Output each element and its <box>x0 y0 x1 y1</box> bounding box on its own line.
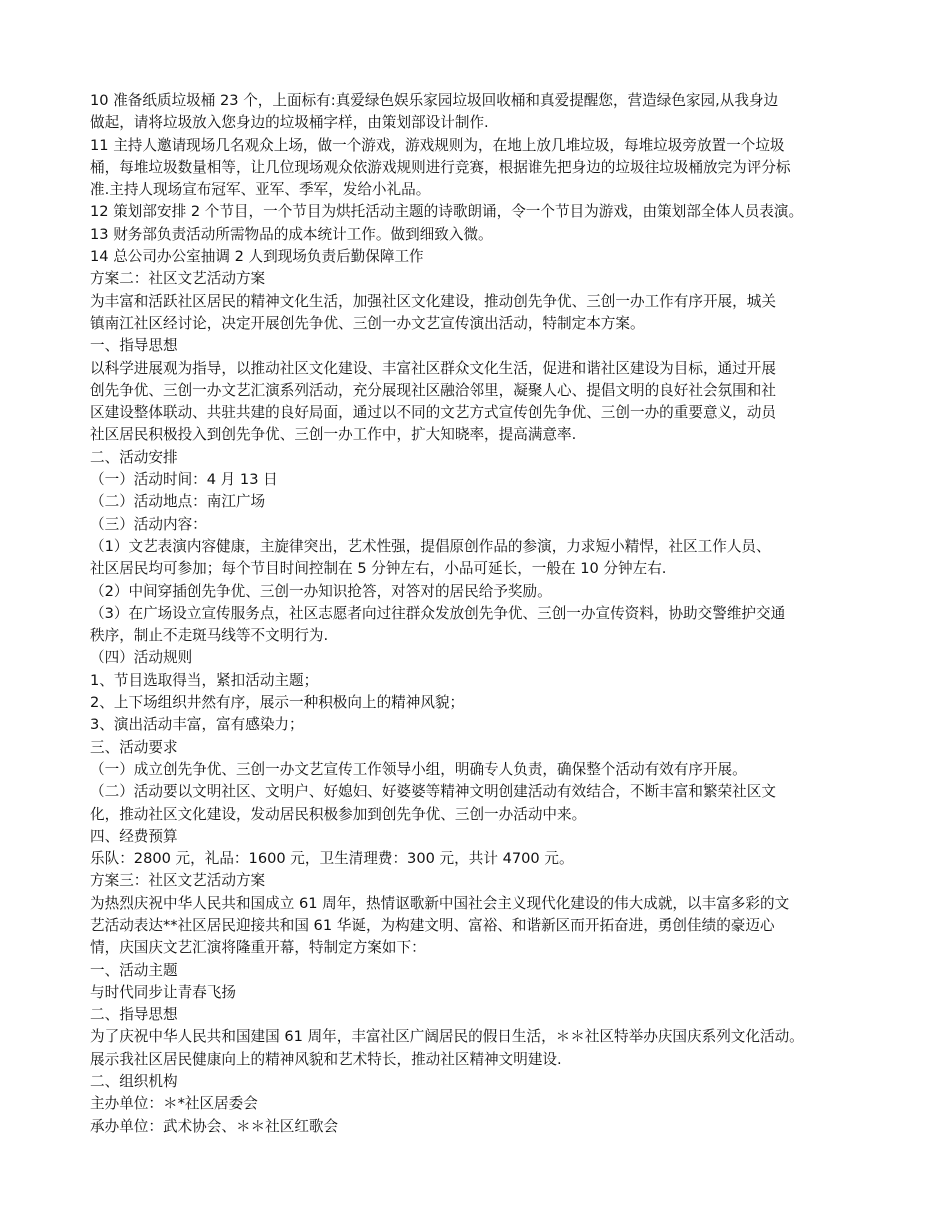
text-line: 方案三：社区文艺活动方案 <box>90 872 266 890</box>
text-line: 为了庆祝中华人民共和国建国 61 周年，丰富社区广阔居民的假日生活，＊＊社区特举办庆国庆系列文化活动。 <box>90 1028 804 1046</box>
text-line: （2）中间穿插创先争优、三创一办知识抢答，对答对的居民给予奖励。 <box>90 582 552 600</box>
text-line: （一）活动时间：4 月 13 日 <box>90 471 278 489</box>
text-line: 一、指导思想 <box>90 337 178 355</box>
text-line: （3）在广场设立宣传服务点，社区志愿者向过往群众发放创先争优、三创一办宣传资料，协助交警维护交通 <box>90 604 786 622</box>
text-line: 为丰富和活跃社区居民的精神文化生活，加强社区文化建设，推动创先争优、三创一办工作有序开展，城关 <box>90 292 776 310</box>
text-line: 二、活动安排 <box>90 448 178 466</box>
text-line: （四）活动规则 <box>90 649 193 667</box>
text-line: 一、活动主题 <box>90 961 178 979</box>
text-line: 四、经费预算 <box>90 827 178 845</box>
text-line: 创先争优、三创一办文艺汇演系列活动，充分展现社区融洽邻里，凝聚人心、提倡文明的良好社会氛围和社 <box>90 381 776 399</box>
text-line: （三）活动内容： <box>90 515 207 533</box>
text-line: 二、指导思想 <box>90 1006 178 1024</box>
text-line: 2、上下场组织井然有序，展示一种积极向上的精神风貌； <box>90 694 465 712</box>
text-line: 社区居民均可参加；每个节目时间控制在 5 分钟左右，小品可延长，一般在 10 分钟左右. <box>90 560 667 578</box>
text-line: 方案二：社区文艺活动方案 <box>90 270 266 288</box>
text-line: 情，庆国庆文艺汇演将隆重开幕，特制定方案如下： <box>90 939 426 957</box>
text-line: 与时代同步让青春飞扬 <box>90 983 236 1001</box>
text-line: 展示我社区居民健康向上的精神风貌和艺术特长，推动社区精神文明建设. <box>90 1050 562 1068</box>
text-line: 承办单位：武术协会、＊＊社区红歌会 <box>90 1117 339 1135</box>
text-line: 14 总公司办公室抽调 2 人到现场负责后勤保障工作 <box>90 248 424 266</box>
text-line: 以科学进展观为指导，以推动社区文化建设、丰富社区群众文化生活，促进和谐社区建设为目标，通过开展 <box>90 359 776 377</box>
text-line: 桶，每堆垃圾数量相等，让几位现场观众依游戏规则进行竞赛，根据谁先把身边的垃圾往垃圾桶放完为评分标 <box>90 158 791 176</box>
text-line: 秩序，制止不走斑马线等不文明行为. <box>90 627 329 645</box>
text-line: 二、组织机构 <box>90 1073 178 1091</box>
text-line: 为热烈庆祝中华人民共和国成立 61 周年，热情讴歌新中国社会主义现代化建设的伟大成就，以丰富多彩的文 <box>90 894 790 912</box>
text-line: 主办单位：＊*社区居委会 <box>90 1095 258 1113</box>
text-line: 做起，请将垃圾放入您身边的垃圾桶字样，由策划部设计制作. <box>90 114 489 132</box>
text-line: （二）活动要以文明社区、文明户、好媳妇、好婆婆等精神文明创建活动有效结合，不断丰富和繁荣社区文 <box>90 783 776 801</box>
text-line: 乐队：2800 元，礼品：1600 元，卫生清理费：300 元，共计 4700 元。 <box>90 850 574 868</box>
text-line: （1）文艺表演内容健康，主旋律突出，艺术性强，提倡原创作品的参演，力求短小精悍，社区工作人员、 <box>90 537 771 555</box>
text-line: （二）活动地点：南江广场 <box>90 493 266 511</box>
text-line: 社区居民积极投入到创先争优、三创一办工作中，扩大知晓率，提高满意率. <box>90 426 577 444</box>
text-line: （一）成立创先争优、三创一办文艺宣传工作领导小组，明确专人负责，确保整个活动有效有序开展。 <box>90 760 747 778</box>
text-line: 镇南江社区经讨论，决定开展创先争优、三创一办文艺宣传演出活动，特制定本方案。 <box>90 314 645 332</box>
text-line: 三、活动要求 <box>90 738 178 756</box>
text-line: 3、演出活动丰富，富有感染力； <box>90 716 304 734</box>
text-line: 化，推动社区文化建设，发动居民积极参加到创先争优、三创一办活动中来。 <box>90 805 587 823</box>
text-line: 区建设整体联动、共驻共建的良好局面，通过以不同的文艺方式宣传创先争优、三创一办的重要意义，动员 <box>90 404 776 422</box>
text-line: 1、节目选取得当，紧扣活动主题； <box>90 671 319 689</box>
text-line: 11 主持人邀请现场几名观众上场，做一个游戏，游戏规则为，在地上放几堆垃圾，每堆垃圾旁放置一个垃圾 <box>90 136 785 154</box>
text-line: 准.主持人现场宣布冠军、亚军、季军，发给小礼品。 <box>90 181 431 199</box>
text-line: 13 财务部负责活动所需物品的成本统计工作。做到细致入微。 <box>90 225 493 243</box>
text-line: 10 准备纸质垃圾桶 23 个，上面标有:真爱绿色娱乐家园垃圾回收桶和真爱提醒您，营造绿色家园,从我身边 <box>90 92 779 109</box>
document-body <box>90 90 870 1138</box>
text-line: 艺活动表达**社区居民迎接共和国 61 华诞，为构建文明、富裕、和谐新区而开拓奋进，勇创佳绩的豪迈心 <box>90 916 775 934</box>
text-line: 12 策划部安排 2 个节目，一个节目为烘托活动主题的诗歌朗诵，令一个节目为游戏，由策划部全体人员表演。 <box>90 203 804 221</box>
